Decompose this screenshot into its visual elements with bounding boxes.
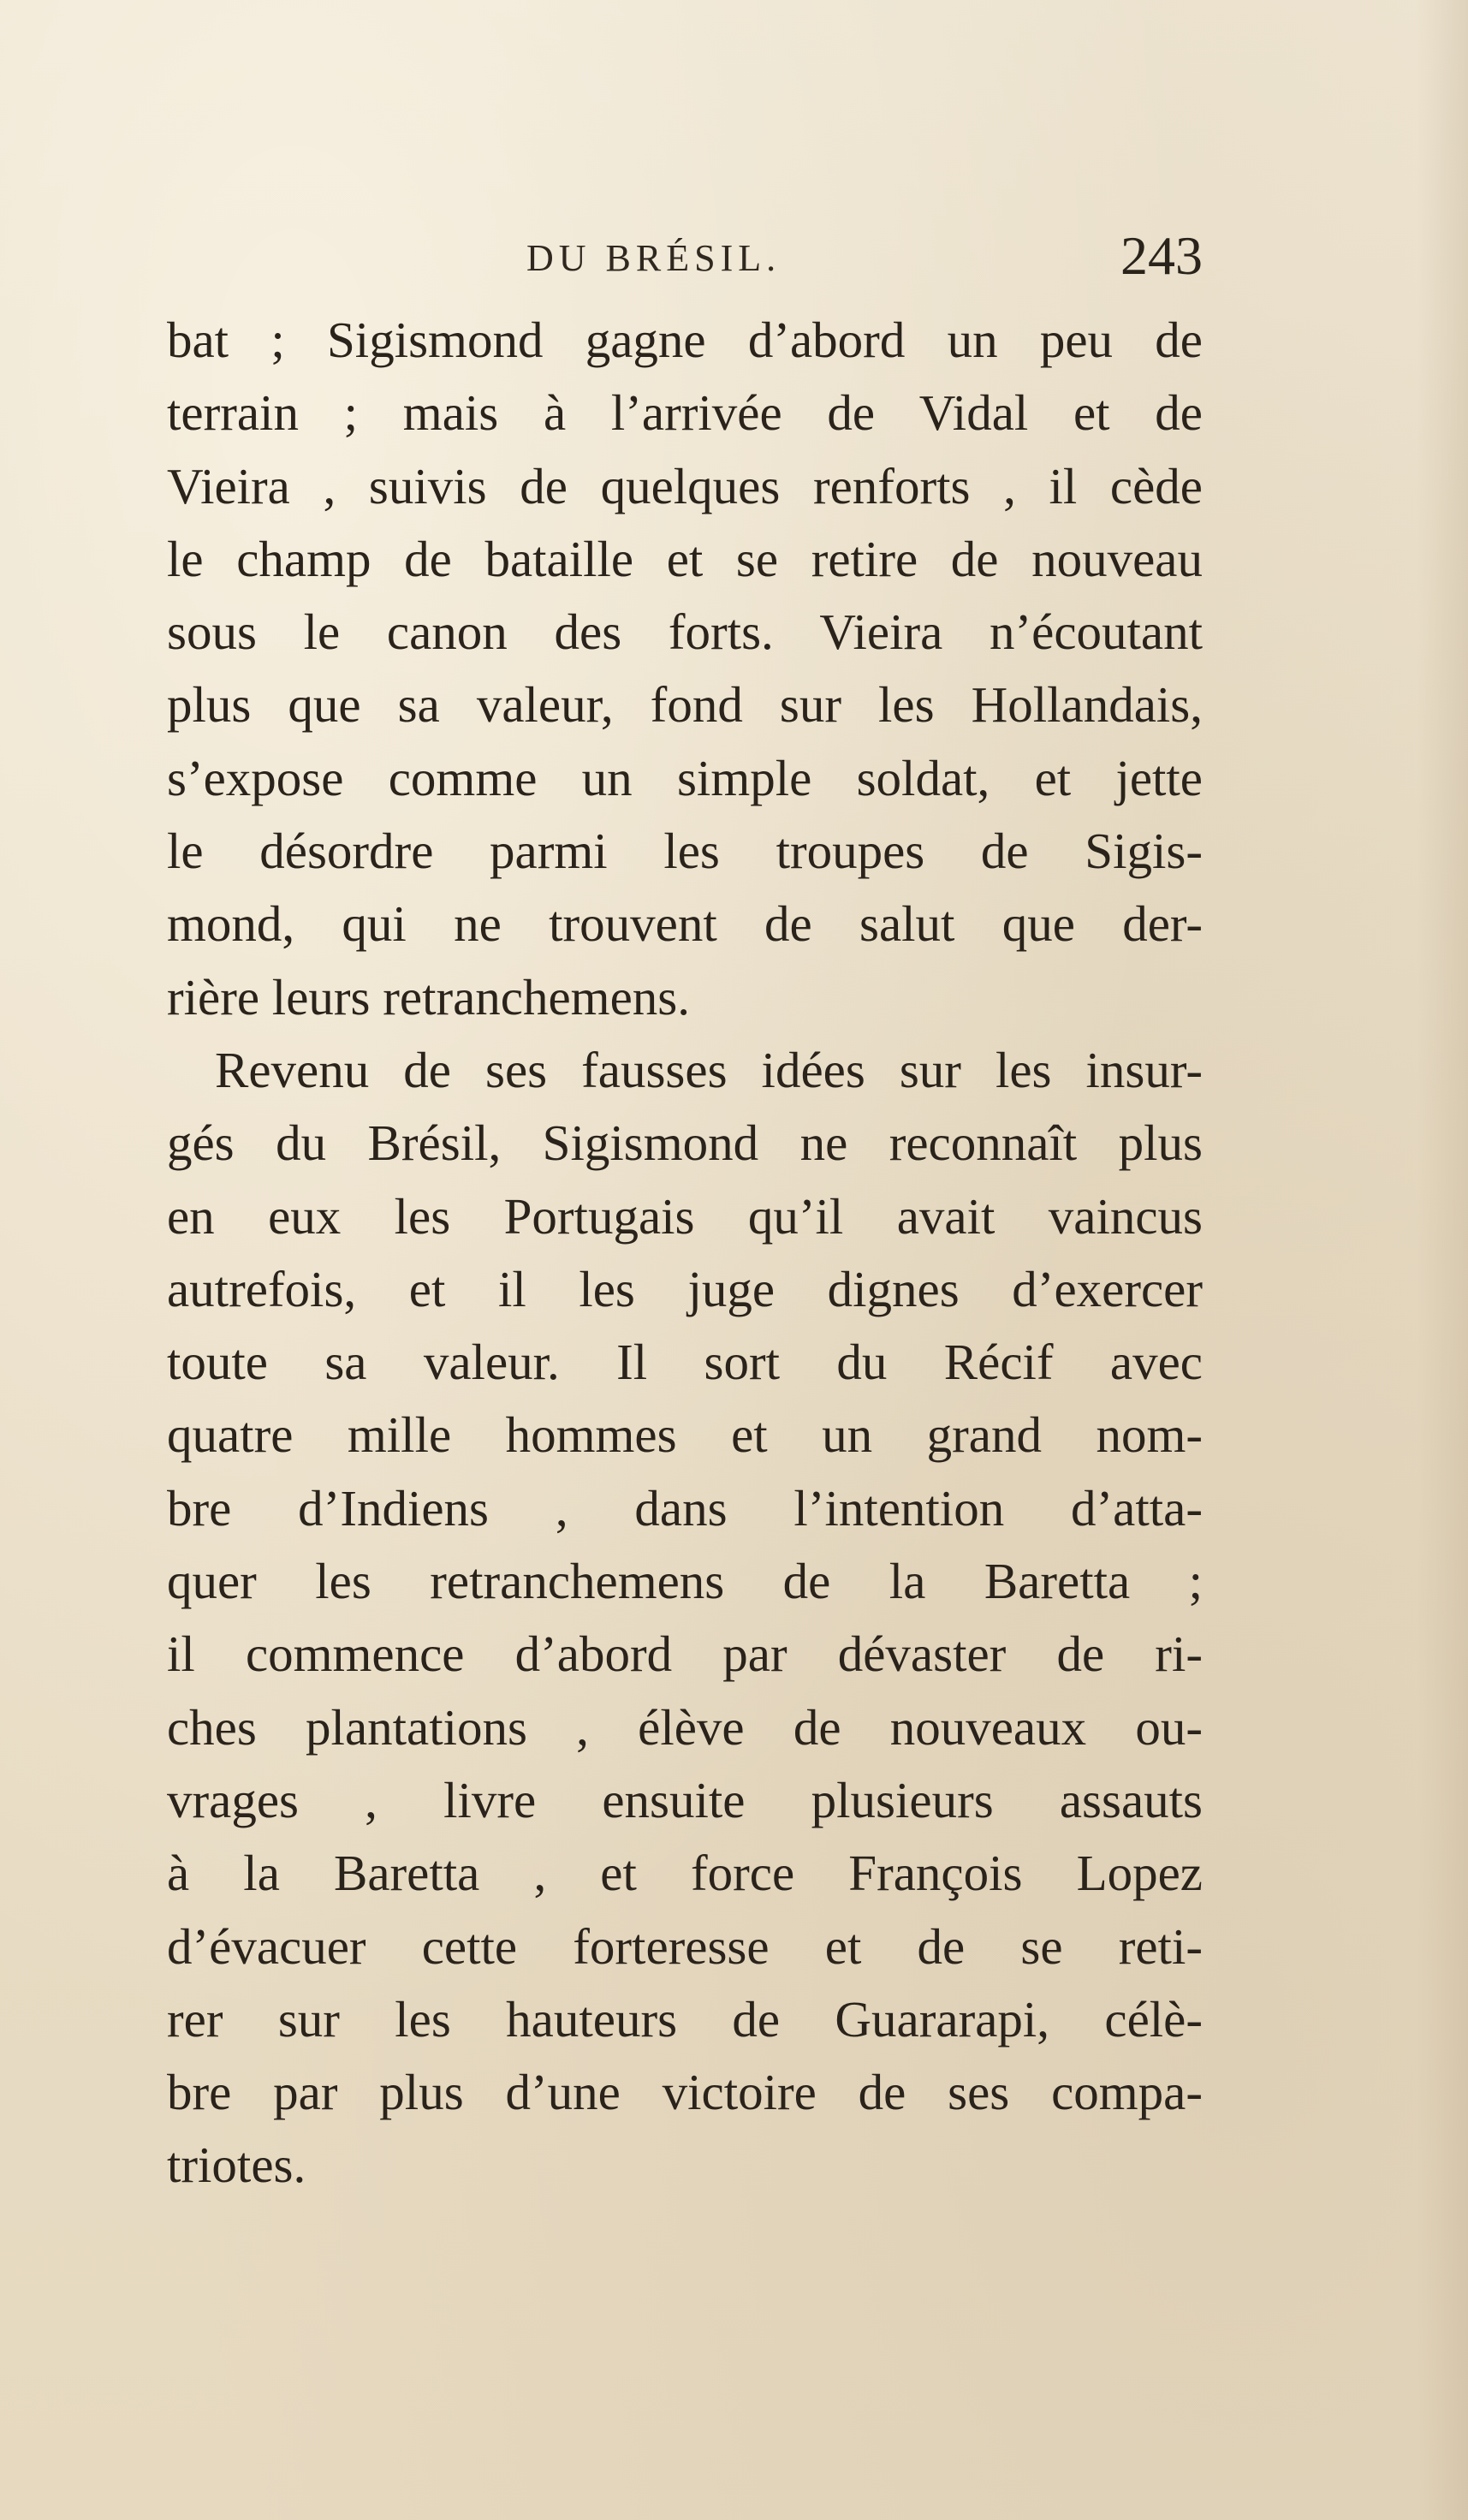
running-head: DU BRÉSIL. [526, 237, 782, 279]
text-line: sous le canon des forts. Vieira n’écoutant [167, 603, 1203, 661]
text-line: ches plantations , élève de nouveaux ou- [167, 1698, 1203, 1756]
text-line: le désordre parmi les troupes de Sigis- [167, 823, 1203, 880]
text-line: plus que sa valeur, fond sur les Hollandais, [167, 676, 1203, 734]
text-line: en eux les Portugais qu’il avait vaincus [167, 1187, 1203, 1245]
text-line: autrefois, et il les juge dignes d’exercer [167, 1260, 1203, 1317]
page-number: 243 [1120, 225, 1203, 286]
text-line: d’évacuer cette forteresse et de se reti- [167, 1917, 1203, 1975]
page-edge-shadow [1417, 0, 1468, 2520]
text-line: s’expose comme un simple soldat, et jette [167, 749, 1203, 806]
text-line: Vieira , suivis de quelques renforts , il cède [167, 457, 1203, 514]
text-line: il commence d’abord par dévaster de ri- [167, 1626, 1203, 1683]
page-header [167, 224, 1203, 293]
text-line: terrain ; mais à l’arrivée de Vidal et de [167, 384, 1203, 442]
text-line: toute sa valeur. Il sort du Récif avec [167, 1334, 1203, 1391]
paragraph-1 [167, 304, 1203, 1034]
text-line: quatre mille hommes et un grand nom- [167, 1406, 1203, 1464]
text-line: à la Baretta , et force François Lopez [167, 1845, 1203, 1902]
text-line: rer sur les hauteurs de Guararapi, célè- [167, 1990, 1203, 2048]
text-line: gés du Brésil, Sigismond ne reconnaît plus [167, 1114, 1203, 1172]
text-line: bat ; Sigismond gagne d’abord un peu de [167, 312, 1203, 368]
body-text [167, 304, 1203, 2202]
text-line: quer les retranchemens de la Baretta ; [167, 1553, 1203, 1610]
text-line: rière leurs retranchemens. [167, 968, 690, 1025]
text-line: bre par plus d’une victoire de ses compa- [167, 2064, 1203, 2121]
text-line: le champ de bataille et se retire de nouveau [167, 530, 1203, 587]
text-line: bre d’Indiens , dans l’intention d’atta- [167, 1479, 1203, 1536]
text-line: vrages , livre ensuite plusieurs assauts [167, 1771, 1203, 1828]
text-line: Revenu de ses fausses idées sur les insur- [215, 1041, 1203, 1098]
text-line: mond, qui ne trouvent de salut que der- [167, 895, 1203, 953]
text-line: triotes. [167, 2137, 306, 2194]
paragraph-2 [167, 1034, 1203, 2202]
